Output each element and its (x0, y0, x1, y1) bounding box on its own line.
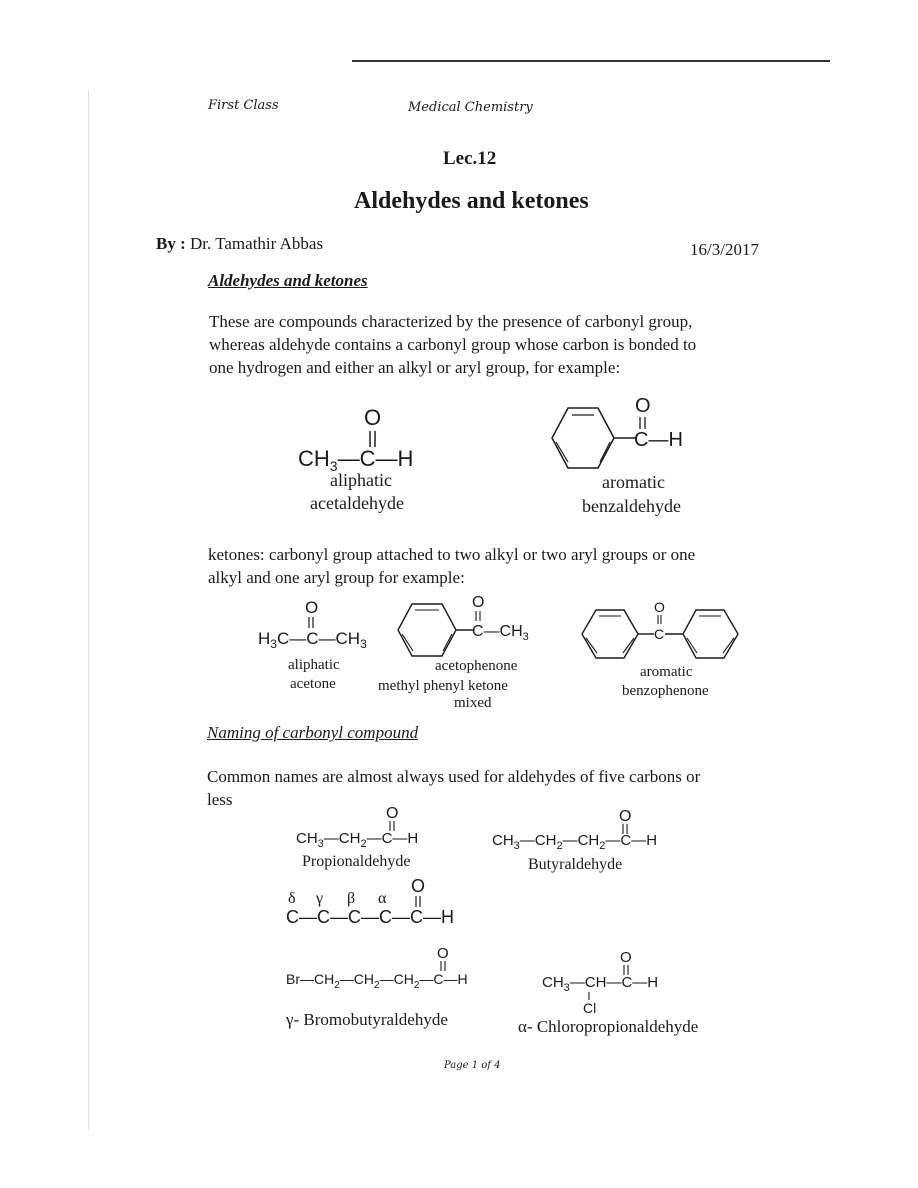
svg-text:C—C—C—C—C—H: C—C—C—C—C—H (286, 907, 454, 927)
svg-text:Cl: Cl (583, 1000, 597, 1016)
svg-text:O: O (305, 598, 319, 617)
svg-text:CH3—CH—C—H: $CH_3—CH—C—H$ (542, 974, 659, 994)
section-heading-aldehydes: Aldehydes and ketones (208, 271, 368, 290)
delta-label: δ (288, 890, 296, 907)
benzophenone-structure (582, 599, 738, 699)
ketones-line-1: ketones: carbonyl group attached to two alkyl or two aryl groups or one (208, 545, 696, 564)
svg-text:C—CH3: $C—CH_3$ (472, 623, 529, 643)
acetaldehyde-structure (298, 405, 413, 513)
acetophenone-alt-name: methyl phenyl ketone (378, 678, 508, 694)
acetone-structure (258, 598, 367, 692)
svg-text:O: O (411, 876, 426, 896)
acetone-type: aliphatic (288, 657, 340, 673)
svg-text:C: C (654, 626, 665, 642)
svg-text:O: O (620, 949, 632, 966)
header-center: Medical Chemistry (408, 100, 533, 115)
naming-line-1: Common names are almost always used for aldehydes of five carbons or (207, 767, 701, 786)
svg-text:CH3—CH2—CH2—C—H: $CH_3—CH_2—CH_2—C—H$ (492, 832, 658, 852)
bromobutyraldehyde-structure (285, 945, 468, 1029)
svg-text:O: O (386, 805, 399, 822)
butyraldehyde-structure (492, 808, 657, 873)
chloropropionaldehyde-name: α- Chloropropionaldehyde (518, 1017, 699, 1036)
svg-text:Br—CH2—CH2—CH2—C—H: $Br—CH_2—CH_2—CH_2—C—H$ (286, 971, 468, 991)
propionaldehyde-name: Propionaldehyde (302, 853, 411, 870)
author: Dr. Tamathir Abbas (190, 234, 324, 253)
greek-lettered-chain (286, 876, 454, 927)
acetaldehyde-type: aliphatic (330, 470, 392, 490)
page-title: Aldehydes and ketones (354, 188, 589, 214)
acetophenone-type: mixed (454, 695, 492, 711)
naming-paragraph (207, 765, 767, 811)
svg-text:O: O (472, 594, 485, 611)
section-heading-naming: Naming of carbonyl compound (207, 723, 419, 742)
page-number: Page 1 of 4 (444, 1060, 501, 1071)
svg-text:O: O (635, 395, 651, 417)
ketones-line-2: alkyl and one aryl group for example: (208, 568, 465, 587)
date: 16/3/2017 (690, 240, 759, 259)
butyraldehyde-name: Butyraldehyde (528, 856, 623, 873)
intro-line-2: whereas aldehyde contains a carbonyl group whose carbon is bonded to (209, 335, 697, 354)
scan-left-edge (88, 90, 89, 1130)
intro-line-3: one hydrogen and either an alkyl or aryl group, for example: (209, 358, 621, 377)
benzaldehyde-type: aromatic (602, 472, 665, 492)
svg-text:CH3—CH2—C—H: $CH_3—CH_2—C—H$ (296, 830, 419, 850)
acetone-name: acetone (290, 676, 336, 692)
benzophenone-name: benzophenone (622, 683, 709, 699)
scan-edge-line (352, 60, 830, 62)
svg-text:H3C—C—CH3: $H_3C—C—CH_3$ (258, 629, 367, 651)
alpha-label: α (378, 890, 387, 907)
gamma-label: γ (316, 890, 324, 907)
chloropropionaldehyde-structure (518, 949, 698, 1036)
ketones-paragraph (208, 543, 768, 589)
author-line (156, 234, 323, 254)
benzaldehyde-structure (552, 395, 683, 516)
svg-text:O: O (364, 405, 382, 430)
bromobutyraldehyde-name: γ- Bromobutyraldehyde (286, 1010, 448, 1029)
acetaldehyde-name: acetaldehyde (310, 493, 404, 513)
intro-line-1: These are compounds characterized by the presence of carbonyl group, (209, 312, 693, 331)
acetophenone-structure (378, 594, 529, 711)
naming-line-2: less (207, 790, 233, 809)
lecture-number: Lec.12 (443, 148, 497, 169)
acetophenone-name: acetophenone (435, 658, 518, 674)
beta-label: β (347, 890, 356, 907)
svg-text:O: O (619, 808, 632, 825)
by-label: By : (156, 234, 186, 253)
svg-text:O: O (437, 945, 449, 962)
svg-text:O: O (654, 599, 665, 615)
intro-paragraph (209, 310, 769, 379)
svg-text:C—H: C—H (634, 429, 683, 451)
propionaldehyde-structure (296, 805, 418, 870)
benzaldehyde-name: benzaldehyde (582, 496, 681, 516)
svg-text:CH3—C—H: $CH_3—C—H$ (298, 446, 414, 474)
header-left: First Class (208, 98, 279, 113)
benzophenone-type: aromatic (640, 664, 693, 680)
